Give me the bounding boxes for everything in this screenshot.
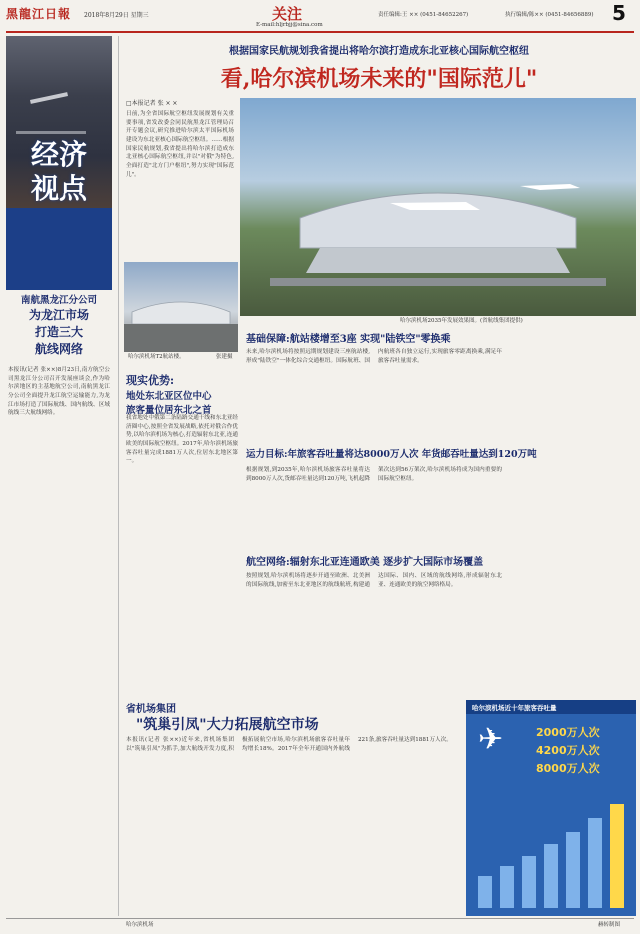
left-headline: [8, 292, 110, 357]
main-photo-caption: 哈尔滨机场2035年发展效果图。(省航线集团提供): [400, 318, 523, 324]
news-block-headline: [126, 372, 238, 416]
paper-name: 黑龍江日報: [6, 7, 72, 21]
news-headline-line2: 地处东北亚区位中心: [126, 391, 212, 402]
infographic-row2: 4200万人次: [536, 744, 600, 757]
news-headline-line1: 现实优势:: [126, 374, 175, 387]
passenger-infographic: [466, 700, 636, 916]
section-capacity-title: 运力目标:年旅客吞吐量将达8000万人次 年货邮吞吐量达到120万吨: [246, 449, 537, 460]
news-headline-line3: 旅客量位居东北之首: [126, 405, 212, 416]
left-headline-line2: 为龙江市场: [28, 308, 89, 322]
section-email: E-mail:hljrbjj@sina.com: [256, 22, 323, 28]
section-basic-body: 未来,哈尔滨机场将按照远期规划建设三座航站楼,形成"陆铁空"一体化综合交通枢纽。国际航班、国内航班各自独立运行,实现旅客零距离换乘,满足年旅客吞吐量需求。: [246, 349, 502, 364]
bottom-headline: "筑巢引凤"大力拓展航空市场: [136, 717, 319, 733]
bottom-kicker: 省机场集团: [126, 704, 176, 715]
section-title: 关注: [272, 5, 303, 23]
airplane-icon: ✈: [478, 722, 504, 757]
infographic-row3: 8000万人次: [536, 762, 600, 775]
footer-right: 赫转制图: [598, 922, 621, 928]
date-issue: 2018年8月29日 星期三: [84, 12, 149, 19]
news-block-body: 我省地处中俄第二条陆路交通干线和东北亚经济圈中心,按照全省发展战略,依托对俄合作优势,以哈尔滨机场为核心,打造辐射东北亚,连通欧美的国际航空枢纽。2017年,哈尔滨机场旅客吞吐量完成1881万人次,位居东北地区第一。: [126, 415, 238, 465]
terminal-photo-caption: 哈尔滨机场T2航站楼。: [128, 354, 185, 360]
footer-left: 哈尔滨机场: [126, 922, 154, 928]
page-number: 5: [612, 1, 626, 25]
section-network-body: 按照规划,哈尔滨机场将逐步开通至欧洲、北美洲的国际航线,加密至东北亚地区的航线航班,构建通达国际、国内、区域的航线网络,形成辐射东北亚、连通欧美的航空网络格局。: [246, 573, 502, 588]
design-credit: 执行编辑/陈×× (0451-84656889): [505, 12, 594, 18]
bottom-story-body: 本报讯(记者 张××)近年来,省机场集团以"筑巢引凤"为抓手,加大航线开发力度,积极拓展航空市场,哈尔滨机场旅客吞吐量年均增长18%。2017年全年开通国内外航线221条,旅客吞吐量达到1881万人次。: [126, 737, 452, 752]
main-byline: □本报记者 张 × ×: [126, 100, 178, 107]
footer-rule: [6, 918, 634, 919]
infographic-row1: 2000万人次: [536, 726, 600, 739]
editor-credit: 责任编辑:王 ×× (0451-84652267): [378, 12, 469, 18]
section-network-title: 航空网络:辐射东北亚连通欧美 逐步扩大国际市场覆盖: [246, 557, 484, 568]
left-headline-line3: 打造三大: [34, 325, 83, 339]
main-kicker: 根据国家民航规划我省提出将哈尔滨打造成东北亚核心国际航空枢纽: [229, 46, 529, 57]
terminal-photo: [124, 262, 238, 352]
infographic-title: 哈尔滨机场近十年旅客吞吐量: [472, 704, 557, 712]
left-headline-line4: 航线网络: [34, 342, 83, 356]
terminal-art: [124, 262, 238, 352]
infographic-bar-art: [466, 796, 636, 916]
main-headline: 看,哈尔滨机场未来的"国际范儿": [220, 66, 538, 92]
left-column-body: 本报讯(记者 张××)8月23日,南方航空公司黑龙江分公司召开发展座谈会,作为哈尔滨地区的主基地航空公司,南航黑龙江分公司全面提升龙江航空运输能力,为龙江市场打造了国际航线、国内航线、区域航线三大航线网络。: [8, 367, 110, 417]
airport-rendering-art: [240, 98, 636, 316]
section-basic-title: 基础保障:航站楼增至3座 实现"陆铁空"零换乘: [246, 334, 451, 345]
airport-rendering-photo: [240, 98, 636, 316]
economic-tag-panel: [6, 208, 112, 290]
section-capacity-body: 根据规划,到2035年,哈尔滨机场旅客吞吐量将达到8000万人次,货邮吞吐量达到120万吨,飞机起降架次达到56万架次,哈尔滨机场将成为国内重要的国际航空枢纽。: [246, 467, 502, 482]
economic-tag: 经济视点: [30, 138, 87, 205]
masthead-rule: [6, 31, 634, 33]
column-rule: [118, 36, 119, 916]
main-lead: 日前,为全省国际航空枢纽发展规划有关重要事项,省发改委会同民航黑龙江管理局召开专题会议,研究推进哈尔滨太平国际机场建设为东北亚核心国际航空枢纽。……根据国家民航规划,我省提出将哈尔滨打造成东北亚核心国际航空枢纽,并以"对俄"为特色,全面打造"北方门户枢纽",努力实现"国际范儿"。: [126, 111, 234, 178]
left-headline-line1: 南航黑龙江分公司: [20, 295, 97, 306]
terminal-photo-credit: 张建摄: [216, 354, 233, 360]
